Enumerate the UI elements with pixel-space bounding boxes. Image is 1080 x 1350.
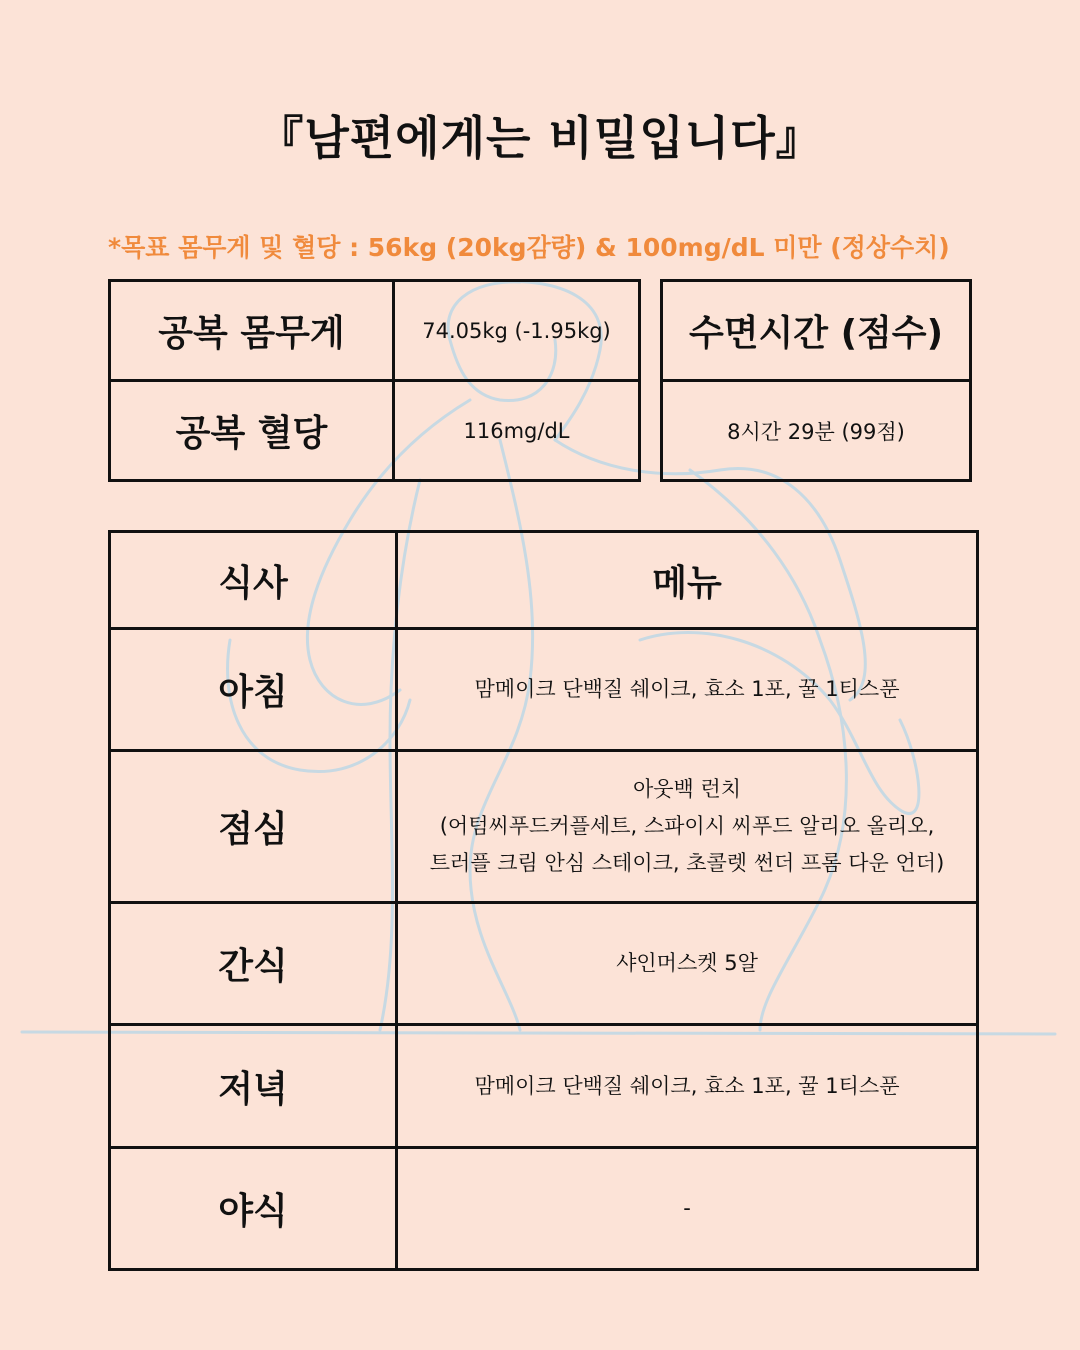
fasting-weight-value: 74.05kg (-1.95kg) bbox=[394, 281, 640, 381]
menu-line: (어텀씨푸드커플세트, 스파이시 씨푸드 알리오 올리오, bbox=[439, 814, 935, 838]
meal-label-dinner: 저녁 bbox=[110, 1025, 397, 1148]
meal-label-lunch: 점심 bbox=[110, 751, 397, 903]
table-row bbox=[110, 903, 978, 1025]
fasting-glucose-label: 공복 혈당 bbox=[110, 381, 394, 481]
menu-late-night bbox=[397, 1148, 978, 1270]
table-row bbox=[110, 629, 978, 751]
stats-table bbox=[108, 279, 641, 482]
menu-breakfast bbox=[397, 629, 978, 751]
menu-line: 아웃백 런치 bbox=[632, 777, 742, 801]
sleep-value: 8시간 29분 (99점) bbox=[662, 381, 971, 481]
meal-label-breakfast: 아침 bbox=[110, 629, 397, 751]
menu-dinner bbox=[397, 1025, 978, 1148]
menu-line: 샤인머스켓 5알 bbox=[616, 951, 758, 975]
menu-line: 맘메이크 단백질 쉐이크, 효소 1포, 꿀 1티스푼 bbox=[474, 677, 900, 701]
menu-column-header: 메뉴 bbox=[397, 532, 978, 629]
menu-line: - bbox=[683, 1196, 691, 1220]
fasting-weight-label: 공복 몸무게 bbox=[110, 281, 394, 381]
menu-line: 트러플 크림 안심 스테이크, 초콜렛 썬더 프롬 다운 언더) bbox=[429, 851, 945, 875]
meal-column-header: 식사 bbox=[110, 532, 397, 629]
meal-label-late-night: 야식 bbox=[110, 1148, 397, 1270]
sleep-table bbox=[660, 279, 972, 482]
page-title: 『남편에게는 비밀입니다』 bbox=[257, 111, 823, 165]
meals-table bbox=[108, 530, 979, 1271]
menu-snack bbox=[397, 903, 978, 1025]
fasting-glucose-value: 116mg/dL bbox=[394, 381, 640, 481]
menu-lunch bbox=[397, 751, 978, 903]
menu-line: 맘메이크 단백질 쉐이크, 효소 1포, 꿀 1티스푼 bbox=[474, 1073, 900, 1098]
table-row bbox=[110, 751, 978, 903]
table-row bbox=[110, 1025, 978, 1148]
table-row bbox=[110, 1148, 978, 1270]
sleep-label: 수면시간 (점수) bbox=[662, 281, 971, 381]
meal-label-snack: 간식 bbox=[110, 903, 397, 1025]
goal-text: *목표 몸무게 및 혈당 : 56kg (20kg감량) & 100mg/dL 미만 (정상수치) bbox=[108, 233, 950, 262]
